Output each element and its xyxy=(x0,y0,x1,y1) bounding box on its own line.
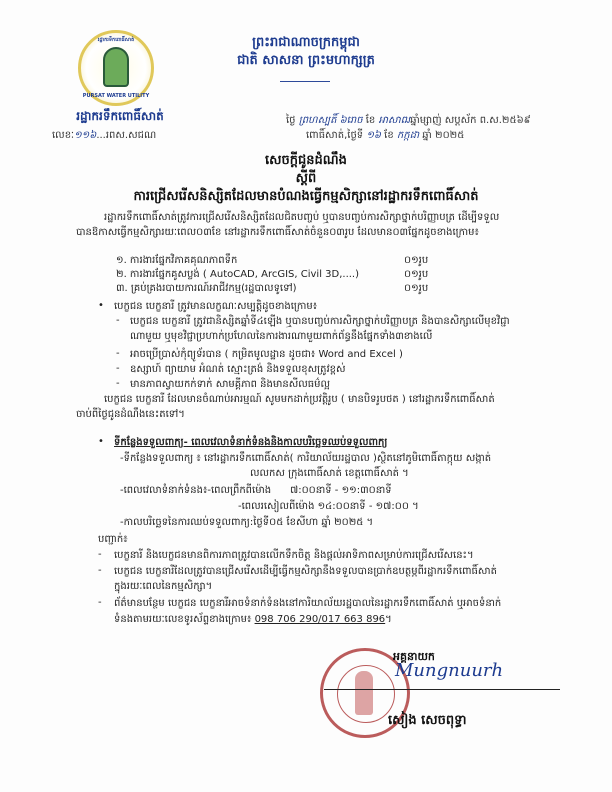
reference-number xyxy=(52,128,156,143)
solar-day-handwritten: ១៦ xyxy=(366,130,381,141)
director-title: អគ្គនាយក xyxy=(393,650,435,663)
note-item-cont: ក្នុងរយៈពេលនៃកម្មសិក្សា។ xyxy=(114,581,213,592)
solar-month-label: ខែ xyxy=(384,130,394,141)
bullet-icon: • xyxy=(98,300,104,311)
logo-bottom-text: PURSAT WATER UTILITY xyxy=(82,93,150,99)
position-label: ៣. គ្រប់គ្រងរបាយការណ៍អាជីវកម្ម(រដ្ឋបាលទូទៅ) xyxy=(116,283,297,294)
positions-list xyxy=(116,253,428,295)
requirement-item-cont: ណាមួយ ឬមុខវិជ្ជាប្រហាក់ប្រហែលនៃការងារណាមួយពាក់ព័ន្ធនឹងផ្នែកទាំង៣ខាងលើ xyxy=(130,331,433,342)
position-row xyxy=(116,281,428,295)
dash-icon: - xyxy=(116,363,120,374)
solar-prefix: ពោធិ៍សាត់,ថ្ងៃទី xyxy=(306,130,364,141)
bullet-icon: • xyxy=(98,436,104,447)
note-item-phone-line xyxy=(114,613,392,627)
signer-name: សៀង សេចពុទ្ធា xyxy=(388,713,467,728)
kingdom-title: ព្រះរាជាណាចក្រកម្ពុជា xyxy=(252,35,360,50)
dash-icon: - xyxy=(98,549,102,560)
notice-subject: ការជ្រើសរើសនិស្សិតដែលមានបំណងធ្វើកម្មសិក្សានៅរដ្ឋាករទឹកពោធិ៍សាត់ xyxy=(133,189,479,204)
logo-top-text: រដ្ឋាករទឹកពោធិ៍សាត់ xyxy=(97,37,135,43)
application-place: -ទីកន្លែងទទួលពាក្យ ៖ នៅរដ្ឋាករទឹកពោធិ៍សាត់( ការិយាល័យរដ្ឋបាល )ស្ថិតនៅភូមិពោធិ៍តាក្កុយ សង្កាត់ xyxy=(120,453,492,464)
requirements-closing-2: ចាប់ពីថ្ងៃជូនដំណឹងនេះតទៅ។ xyxy=(76,409,185,420)
lunar-date xyxy=(286,113,531,128)
kingdom-motto: ជាតិ សាសនា ព្រះមហាក្សត្រ xyxy=(237,53,375,68)
solar-month-handwritten: កក្កដា xyxy=(396,130,420,141)
requirements-heading: បេក្ខជន បេក្ខនារី ត្រូវមានលក្ខណៈសម្បត្តិដូចខាងក្រោម៖ xyxy=(114,301,318,312)
seal-figure-icon xyxy=(355,671,373,715)
ref-number-handwritten: ១១៦ xyxy=(74,130,97,141)
dash-icon: - xyxy=(98,597,102,608)
note-item: ព័ត៌មានបន្ថែម បេក្ខជន បេក្ខនារីអាចទំនាក់ទំនងនៅការិយាល័យរដ្ឋបាលនៃរដ្ឋាករទឹកពោធិ៍សាត់ ឬអាចទំនាក់ xyxy=(114,598,502,609)
requirements-closing-1: បេក្ខជន បេក្ខនារី ដែលមានចំណាប់អារម្មណ៍ សូមមកដាក់ប្រវត្តិរូប ( មានបិទរូបថត ) នៅរដ្ឋាករទឹកពោធិ៍សាត់ xyxy=(104,394,495,405)
phone-label: ទំនងតាមរយៈលេខទូរស័ព្ទខាងក្រោម៖ xyxy=(114,614,255,625)
intro-line-2: បានឱកាសធ្វើកម្មសិក្សារយៈពេល០៣ខែ នៅរដ្ឋាករទឹកពោធិ៍សាត់ចំនួន០៣រូប ដែលមាន០៣ផ្នែកដូចខាងក្រោម៖ xyxy=(76,227,479,238)
dash-icon: - xyxy=(116,378,120,389)
lunar-month-handwritten: អាសាឍ xyxy=(378,115,411,126)
application-deadline: -កាលបរិច្ឆេទនៃការឈប់ទទួលពាក្យ:ថ្ងៃទី០៥ ខែសីហា ឆ្នាំ ២០២៥ ។ xyxy=(120,517,374,528)
position-label: ២. ការងារផ្នែកគូសប្លង់ ( AutoCAD, ArcGIS, Civil 3D,....) xyxy=(116,269,360,280)
solar-year: ឆ្នាំ ២០២៥ xyxy=(422,130,465,141)
lunar-prefix: ថ្ងៃ xyxy=(286,115,296,126)
position-row xyxy=(116,253,428,267)
signature-line xyxy=(324,689,560,690)
note-item: បេក្ខនារី និងបេក្ខជនមានពិការភាពត្រូវបានលើកទឹកចិត្ត និងផ្តល់អាទិភាពសម្រាប់ការជ្រើសរើសនេះ។ xyxy=(114,550,474,561)
phone-end: ។ xyxy=(385,614,392,625)
ref-prefix: លេខៈ xyxy=(52,130,75,141)
lunar-year: ឆ្នាំម្សាញ់ សប្តស័ក ព.ស.២៥៦៩ xyxy=(410,115,531,126)
notice-subject-label: ស្តីពី xyxy=(295,171,317,186)
dash-icon: - xyxy=(116,315,120,326)
application-place-cont: លលកស ក្រុងពោធិ៍សាត់ ខេត្តពោធិ៍សាត់ ។ xyxy=(250,468,409,479)
requirement-item: អាចប្រើប្រាស់កុំព្យូទ័របាន ( កម្រិតមូលដ្ឋាន ដូចជា៖ Word and Excel ) xyxy=(130,349,403,360)
dash-icon: - xyxy=(98,565,102,576)
requirement-item: បេក្ខជន បេក្ខនារី ត្រូវជានិស្សិតឆ្នាំទី៤ឡើង ឬបានបញ្ចប់ការសិក្សាថ្នាក់បរិញ្ញាបត្រ និងបានសិក្សាលើមុខវិជ្ជា xyxy=(130,316,510,327)
pursat-water-utility-logo-icon xyxy=(78,30,154,106)
organization-name: រដ្ឋាករទឹកពោធិ៍សាត់ xyxy=(76,109,164,123)
solar-date xyxy=(306,128,464,143)
handwritten-signature: Mungnuurh xyxy=(395,660,504,681)
note-item: បេក្ខជន បេក្ខនារីដែលត្រូវបានជ្រើសរើសដើម្បីធ្វើកម្មសិក្សានឹងទទួលបានប្រាក់ឧបត្ថម្ភពីរដ្ឋាករទឹកពោធិ៍សាត់ xyxy=(114,566,497,577)
position-row xyxy=(116,267,428,281)
contact-hours-afternoon: -ពេលរសៀលពីម៉ោង ១៤:០០នាទី - ១៧:០០ ។ xyxy=(238,501,419,512)
intro-line-1: រដ្ឋាករទឹកពោធិ៍សាត់ត្រូវការជ្រើសរើសនិស្សិតដែលជិតបញ្ចប់ ឬបានបញ្ចប់ការសិក្សាថ្នាក់បរិញ្ញាបត្រ ដើម្បីទទួល xyxy=(104,212,500,223)
requirement-item: ឧស្សាហ៍ ព្យាយាម អំណត់ ស្មោះត្រង់ និងទទួលខុសត្រូវខ្ពស់ xyxy=(130,364,346,375)
requirement-item: មានភាពស្វាយកក់ទាក់ សាមគ្គីភាព និងមានសីលធម៌ល្អ xyxy=(130,379,330,390)
position-count: ០១រូប xyxy=(404,283,429,294)
contact-hours-morning: ៧:០០នាទី - ១១:៣០នាទី xyxy=(290,485,392,496)
ref-suffix: ...រពស.សជណ xyxy=(96,130,157,141)
phone-numbers: 098 706 290/017 663 896 xyxy=(254,614,386,625)
header-divider xyxy=(280,81,330,82)
position-label: ១. ការងារផ្នែកវិភាគគុណភាពទឹក xyxy=(116,255,238,266)
notice-title: សេចក្តីជូនដំណឹង xyxy=(265,153,347,168)
position-count: ០១រូប xyxy=(404,255,429,266)
dash-icon: - xyxy=(116,348,120,359)
contact-hours-label: -ពេលវេលាទំនាក់ទំនង៖-ពេលព្រឹកពីម៉ោង xyxy=(120,485,272,496)
position-count: ០១រូប xyxy=(404,269,429,280)
application-heading: ទីកន្លែងទទួលពាក្យ- ពេលវេលាទំនាក់ទំនងនិងកាលបរិច្ឆេទឈប់ទទួលពាក្យ xyxy=(114,437,388,448)
lunar-day-handwritten: ព្រហស្បតិ៍ ៦រោច xyxy=(298,115,363,126)
lunar-month-label: ខែ xyxy=(365,115,376,126)
water-tap-icon xyxy=(103,47,129,87)
notes-heading: បញ្ជាក់៖ xyxy=(98,534,128,545)
